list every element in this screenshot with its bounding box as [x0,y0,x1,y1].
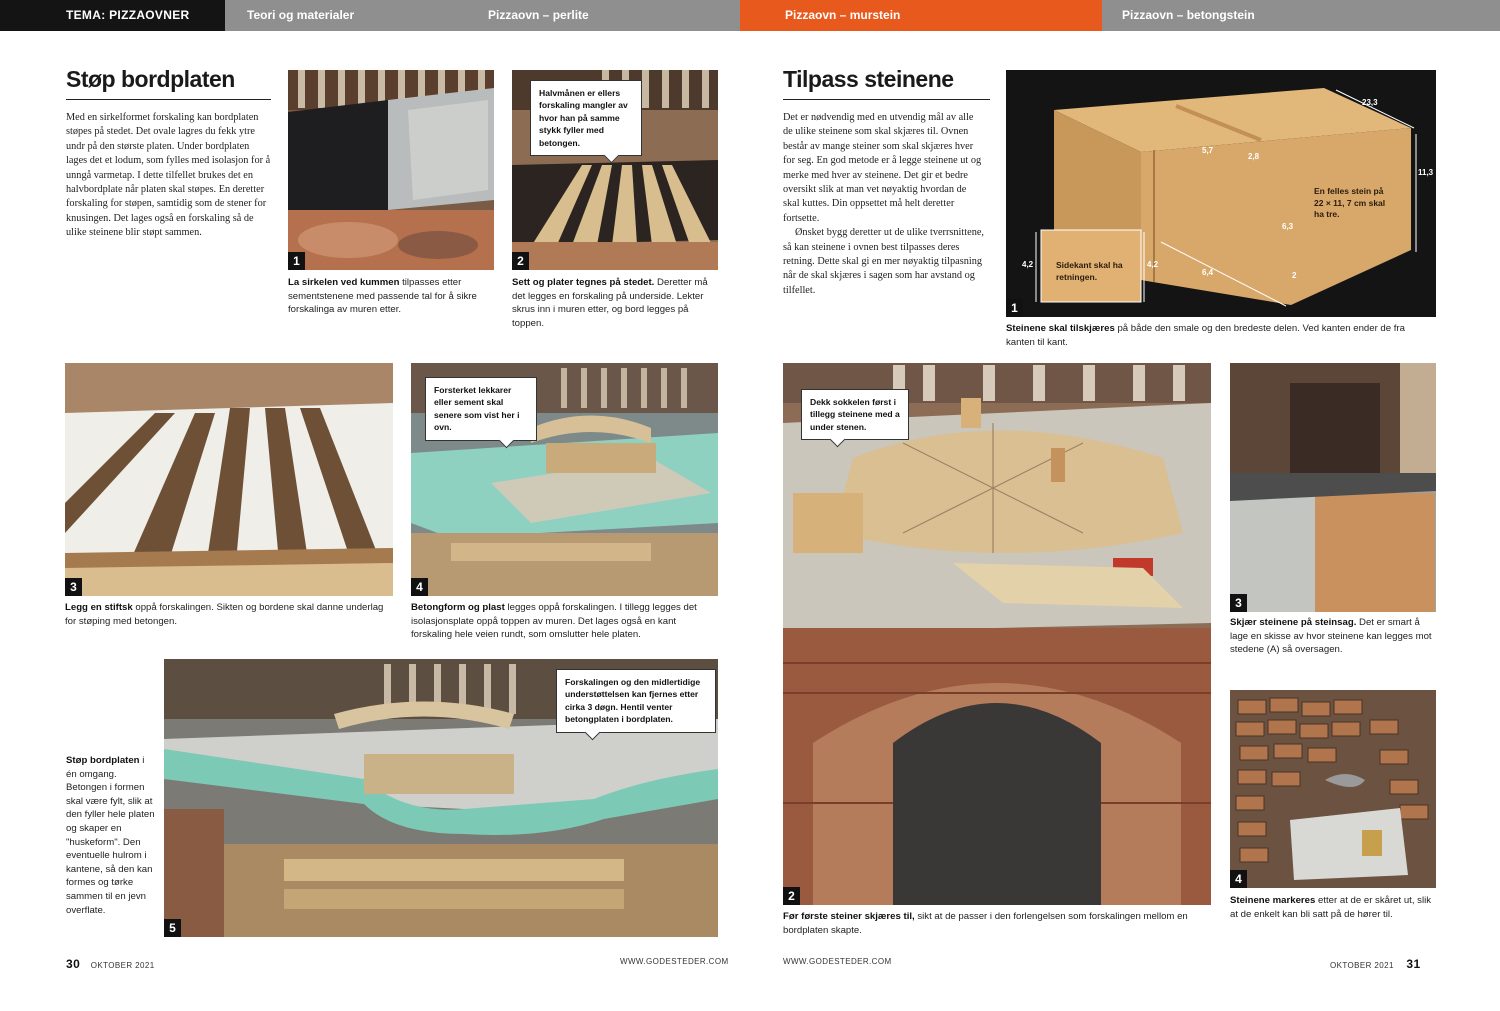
photo1-caption-text: tilpasses etter sementstenene med passende tal for å sikre forskalinga av muren etter. [288,277,477,316]
stone-dimension-diagram [1006,70,1436,317]
photo-form-and-plastic [411,363,718,596]
photo2-caption-lead: Sett og plater tegnes på stedet. [512,277,655,288]
diagram-dimension: 4,2 [1022,260,1034,269]
photo-number-badge: 3 [1230,594,1247,612]
photo-number-badge: 2 [783,887,800,905]
photo1-caption [288,276,494,317]
nav-theme-label: TEMA: PIZZAOVNER [0,0,225,31]
diagram-caption-text: på både den smale og den bredeste delen. Ved kanten ender de fra kanten til kant. [1006,323,1405,348]
photo-number-badge: 5 [164,919,181,937]
photo-number-badge: 1 [288,252,305,270]
photo4-caption-lead: Betongform og plast [411,602,505,613]
diagram-caption [1006,322,1436,349]
issue-date: OKTOBER 2021 [1330,961,1394,970]
photo3-right-caption [1230,616,1436,657]
photo4-callout: Forsterket lekkarer eller sement skal senere som vist her i ovn. [425,377,537,441]
diagram-note-main: En felles stein på 22 × 11, 7 cm skal ha tre. [1314,186,1386,219]
left-page-footer [66,957,155,971]
diagram-dimension: 4,2 [1147,260,1159,269]
photo-number-badge: 4 [411,578,428,596]
left-page-website: WWW.GODESTEDER.COM [620,957,729,966]
photo2-caption-text: Deretter må det legges en forskaling på underside. Lekter skrus inn i muren etter, og bord legges på toppen. [512,277,708,329]
diagram-dimension: 23,3 [1362,98,1378,107]
right-page-footer [1330,957,1421,971]
page-number: 30 [66,957,81,971]
diagram-dimension: 2 [1292,271,1297,280]
photo-stone-saw [1230,363,1436,612]
right-page-website: WWW.GODESTEDER.COM [783,957,892,966]
photo-number-badge: 4 [1230,870,1247,888]
photo-number-badge: 2 [512,252,529,270]
photo2-right-caption [783,910,1211,937]
photo4-right-caption-lead: Steinene markeres [1230,895,1316,906]
photo3-right-caption-text: Det er smart å lage en skisse av hvor steinene kan legges mot stedene (A) så oversagen. [1230,617,1432,656]
right-page-heading: Tilpass steinene [783,66,990,100]
photo2-caption [512,276,718,330]
photo4-caption [411,601,718,642]
photo3-caption-text: oppå forskalingen. Sikten og bordene skal danne underlag for støping med betongen. [65,602,384,627]
photo5-caption-text: i én omgang. Betongen i formen skal være fylt, slik at den fyller hele platen og skaper en "huskeform". Den eventuelle hulrom i kantene, så den kan formes og tørke sammen til en jevn overflate. [66,755,155,916]
photo2-right-caption-text: sikt at de passer i den forlengelsen som forskalingen mellom en bordplaten skapte. [783,911,1188,936]
photo-brick-circle [288,70,494,270]
nav-tab-murstein-active[interactable]: Pizzaovn – murstein [740,0,1102,31]
photo3-caption-lead: Legg en stiftsk [65,602,133,613]
photo5-caption-lead: Støp bordplaten [66,755,140,766]
diagram-dimension: 6,3 [1282,222,1294,231]
diagram-note-small-stone: Sidekant skal ha retningen. [1056,260,1123,282]
photo1-caption-lead: La sirkelen ved kummen [288,277,400,288]
photo3-caption [65,601,393,628]
nav-tab-betongstein[interactable]: Pizzaovn – betongstein [1122,8,1255,22]
diagram-dimension: 11,3 [1418,168,1434,177]
nav-tab-theory[interactable]: Teori og materialer [247,8,355,22]
photo3-right-caption-lead: Skjær steinene på steinsag. [1230,617,1357,628]
diagram-dimension: 6,4 [1202,268,1214,277]
section-nav-bar [0,0,1500,31]
left-page-body: Med en sirkelformet forskaling kan bordplaten støpes på stedet. Det ovale lagres du fekk ytre undr på den største platen. Under bordplaten lages det et lodum, som fylles med isolasjon for å unngå varmetap. I dette tilfellet brukes det en halvbordplate når platen skal støpes. En deretter forskaling for støpen, samtidig som de stener for knusingen. Det lages også en forskaling så de ulike steinene blir støpt sammen. [66,112,271,239]
photo2-callout: Halvmånen er ellers forskaling mangler av hvor han på samme stykk fyller med betongen. [530,80,642,156]
page-number: 31 [1406,957,1421,971]
photo-cast-countertop [164,659,718,937]
diagram-caption-lead: Steinene skal tilskjæres [1006,323,1115,334]
right-page-body [783,111,985,298]
photo-radial-boards [512,70,718,270]
right-body-paragraph-1: Det er nødvendig med en utvendig mål av alle de ulike steinene som skal skjæres til. Ovnen består av mange steiner som skal skjæres hver for seg. En god metode er å legge steinene ut og merke med hver av steinene. Det gir et bedre oversikt slik at man vet nøyaktig hvordan de skal kuttes. Din oppsettet må helt deretter fortsette. [783,112,982,224]
photo-fan-boards [65,363,393,596]
photo4-right-caption-text: etter at de er skåret ut, slik at de enkelt kan bli satt på de hører til. [1230,895,1432,920]
left-page-heading: Støp bordplaten [66,66,271,100]
issue-date: OKTOBER 2021 [90,961,155,970]
diagram-dimension: 5,7 [1202,146,1214,155]
diagram-dimension: 2,8 [1248,152,1260,161]
photo2-right-caption-lead: Før første steiner skjæres til, [783,911,915,922]
photo-number-badge: 1 [1006,299,1023,317]
photo-number-badge: 3 [65,578,82,596]
photo-marked-stones [1230,690,1436,888]
photo5-caption [66,754,156,917]
photo5-callout: Forskalingen og den midlertidige understøttelsen kan fjernes etter cirka 3 døgn. Hentil venter betongplaten i bordplaten. [556,669,716,733]
photo2-right-callout: Dekk sokkelen først i tillegg steinene med a under stenen. [801,389,909,440]
right-body-paragraph-2: Ønsket bygg deretter ut de ulike tverrsnittene, så kan steinene i ovnen best tilpasses deres retning. Dette skal gi en mer nøyaktig tilpasning når de skal skjæres i sagen som har avstand og tilfellet. [783,227,985,296]
photo4-caption-text: legges oppå forskalingen. I tillegg legges det isolasjonsplate oppå toppen av muren. Det lages også en kant forskaling hele veien rundt, som omslutter hele platen. [411,602,697,641]
photo4-right-caption [1230,894,1436,921]
photo-oven-base [783,363,1211,905]
nav-tab-perlite[interactable]: Pizzaovn – perlite [488,8,589,22]
